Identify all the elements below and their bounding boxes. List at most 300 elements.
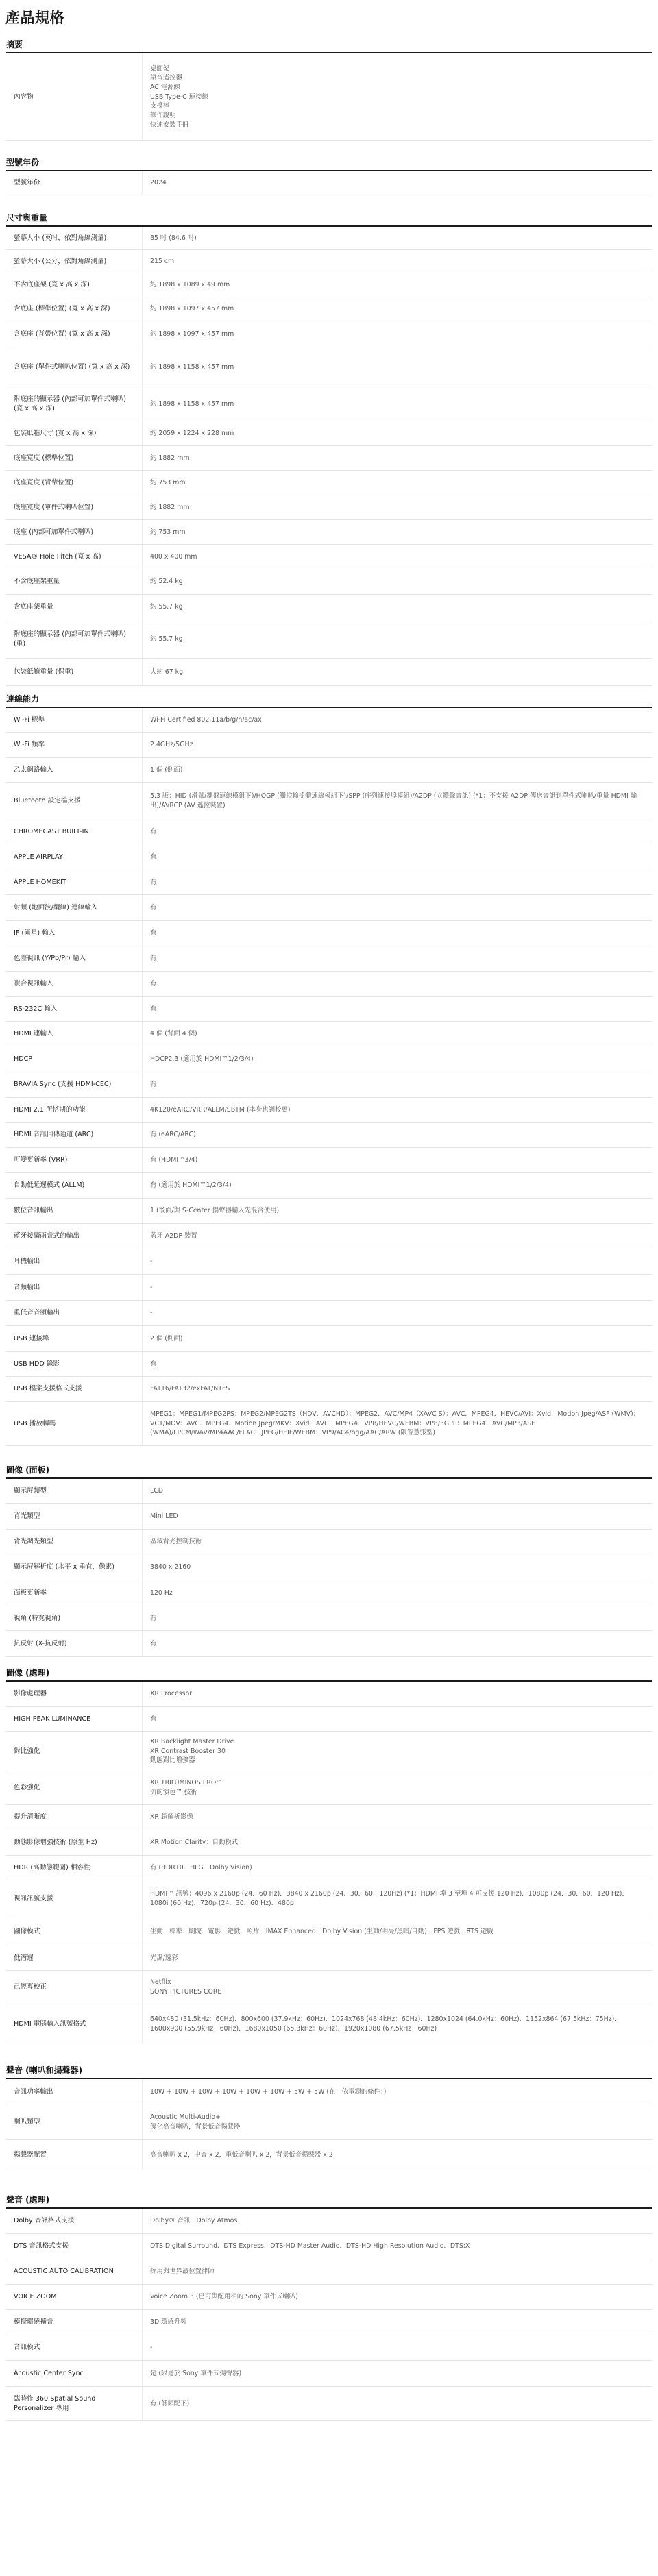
spec-row (6, 595, 652, 620)
spec-label: 對比強化 (14, 1747, 40, 1755)
spec-label: CHROMECAST BUILT-IN (14, 828, 89, 836)
spec-value-line: 操作說明 (150, 111, 176, 119)
spec-value (142, 2259, 652, 2284)
spec-row (6, 1275, 652, 1301)
spec-row (6, 844, 652, 870)
spec-value-line: 2024 (150, 179, 167, 187)
spec-row (6, 1732, 652, 1771)
spec-row (6, 1022, 652, 1046)
spec-row (6, 520, 652, 545)
spec-value (142, 2234, 652, 2259)
spec-row (6, 1771, 652, 1805)
spec-label: 含底座 (背帶位置) (寬 x 高 x 深) (14, 330, 110, 338)
spec-row (6, 1046, 652, 1072)
spec-value (142, 1631, 652, 1656)
spec-label: 顯示屏解析度 (水平 x 垂直，像素) (14, 1562, 115, 1571)
spec-row (6, 1402, 652, 1446)
spec-label: 不含底座架重量 (14, 578, 60, 586)
spec-value-line: AC 電源線 (150, 84, 180, 92)
spec-label: 色彩強化 (14, 1784, 40, 1792)
spec-row (6, 297, 652, 321)
spec-label: HDMI 連輸入 (14, 1029, 53, 1038)
spec-row (6, 1377, 652, 1402)
spec-label: 圖像模式 (14, 1927, 40, 1935)
spec-label: 螢幕大小 (英吋，依對角線測量) (14, 234, 107, 242)
spec-row (6, 895, 652, 921)
spec-row (6, 1224, 652, 1249)
spec-section (0, 693, 658, 1446)
spec-value (142, 1917, 652, 1946)
spec-value-line: 4 個 (背面 4 個) (150, 1029, 197, 1038)
spec-value-line: XR Backlight Master Drive (150, 1738, 234, 1746)
spec-label: 底座寬度 (標準位置) (14, 454, 74, 462)
spec-value (142, 2335, 652, 2360)
spec-row (6, 387, 652, 421)
spec-value (142, 1402, 652, 1445)
spec-label: 低潛遲 (14, 1954, 34, 1962)
spec-value-line: XR Motion Clarity：自動模式 (150, 1839, 239, 1847)
spec-value-line: 桌面架 (150, 64, 170, 73)
spec-label: Acoustic Center Sync (14, 2369, 84, 2377)
spec-value (142, 870, 652, 894)
spec-label: 面板更新率 (14, 1588, 47, 1597)
spec-value (142, 387, 652, 421)
spec-value-line: 640x480 (31.5kHz：60Hz)．800x600 (37.9kHz：60Hz)．1024x768 (48.4kHz：60Hz)．1280x1024 (64.0kHz：60Hz)．1152x864 (67.5kHz：75Hz)．1600x900 (55.9kHz：60Hz)．1680x1050 (65.3kHz：60Hz)．1920x1080 (67.5kHz：60Hz) (150, 2015, 621, 2033)
spec-row (6, 227, 652, 250)
spec-value (142, 1606, 652, 1630)
spec-label: Wi-Fi 標準 (14, 715, 45, 724)
spec-row (6, 1123, 652, 1148)
spec-row (6, 1173, 652, 1199)
spec-value (142, 2209, 652, 2233)
spec-value (142, 1326, 652, 1351)
spec-label: 包裝紙箱重量 (保重) (14, 667, 74, 676)
spec-value (142, 2361, 652, 2386)
spec-label: 色差視訊 (Y/Pb/Pr) 輸入 (14, 955, 86, 963)
spec-label: 不含底座架 (寬 x 高 x 深) (14, 281, 90, 289)
spec-value-line: - (150, 2344, 153, 2352)
spec-value (142, 1098, 652, 1122)
spec-label: 射頻 (地面波/纜線) 連線輸入 (14, 903, 98, 911)
spec-row (6, 2310, 652, 2335)
spec-value-line: 有 (低頻配下) (150, 2399, 190, 2407)
spec-value-line: Voice Zoom 3 (已可與配用相的 Sony 單件式喇叭) (150, 2293, 298, 2301)
spec-row (6, 53, 652, 141)
spec-value (142, 1530, 652, 1554)
spec-value (142, 171, 652, 195)
spec-row (6, 1580, 652, 1606)
spec-row (6, 2234, 652, 2259)
spec-value (142, 2387, 652, 2420)
spec-value-line: 2.4GHz/5GHz (150, 741, 193, 749)
spec-value (142, 227, 652, 249)
section-title: 型號年份 (6, 158, 40, 167)
spec-value (142, 1173, 652, 1198)
spec-value (142, 2310, 652, 2335)
spec-value (142, 1148, 652, 1172)
spec-value-line: HDCP2.3 (適用於 HDMI™1/2/3/4) (150, 1055, 254, 1063)
spec-value-line: 120 Hz (150, 1588, 173, 1597)
spec-label: 螢幕大小 (公分，依對角線測量) (14, 257, 107, 265)
spec-section (0, 156, 658, 195)
spec-row (6, 1098, 652, 1123)
section-title: 聲音 (喇叭和揚聲器) (6, 2065, 83, 2075)
spec-value-line: 採用與世界最位置律師 (150, 2268, 215, 2276)
spec-label: ACOUSTIC AUTO CALIBRATION (14, 2268, 114, 2276)
spec-value (142, 495, 652, 519)
spec-label: 耳機輸出 (14, 1258, 40, 1266)
spec-value (142, 2004, 652, 2044)
spec-label: 背光調光類型 (14, 1537, 53, 1545)
spec-label: Wi-Fi 頻率 (14, 741, 45, 749)
section-title: 圖像 (處理) (6, 1668, 50, 1678)
spec-value (142, 2105, 652, 2139)
spec-value-line: 光潔/透彩 (150, 1954, 178, 1962)
spec-row (6, 783, 652, 820)
spec-value (142, 1352, 652, 1376)
spec-value-line: 85 吋 (84.6 吋) (150, 234, 197, 242)
spec-value (142, 1946, 652, 1970)
spec-value-line: 支撐棒 (150, 102, 170, 110)
spec-label: 背光類型 (14, 1512, 40, 1520)
spec-value-line: 有 (150, 878, 157, 886)
spec-value-line: 有 (150, 1360, 157, 1368)
spec-row (6, 1301, 652, 1326)
spec-value-line: 約 2059 x 1224 x 228 mm (150, 429, 234, 437)
spec-row (6, 708, 652, 733)
spec-row (6, 1199, 652, 1224)
spec-value-line: 有 (150, 903, 157, 911)
spec-value-line: USB Type-C 連接線 (150, 93, 208, 101)
spec-value-line: 約 1882 mm (150, 503, 190, 511)
spec-label: 藍牙接續兩音式的輸出 (14, 1232, 80, 1240)
spec-value-line: 約 1898 x 1158 x 457 mm (150, 400, 234, 408)
spec-label: 喇叭類型 (14, 2118, 40, 2126)
spec-value-line: 是 (限適於 Sony 單件式揚聲器) (150, 2369, 242, 2377)
spec-label: 抗反射 (X-抗反射) (14, 1639, 67, 1647)
spec-row (6, 2361, 652, 2387)
spec-value (142, 844, 652, 870)
spec-value (142, 545, 652, 569)
spec-value-line: 約 753 mm (150, 528, 186, 536)
spec-value (142, 1805, 652, 1830)
spec-value (142, 595, 652, 620)
spec-row (6, 1479, 652, 1504)
spec-sections (0, 38, 658, 2421)
spec-row (6, 2209, 652, 2234)
spec-value-line: 有 (150, 955, 157, 963)
spec-row (6, 972, 652, 997)
spec-row (6, 921, 652, 946)
spec-value (142, 1580, 652, 1606)
spec-section (0, 212, 658, 686)
spec-value-line: XR TRILUMINOS PRO™ (150, 1779, 223, 1787)
spec-value (142, 297, 652, 321)
spec-value-line: 有 (eARC/ARC) (150, 1131, 196, 1139)
spec-row (6, 733, 652, 758)
spec-value-line: Dolby® 音訊．Dolby Atmos (150, 2217, 238, 2225)
spec-row (6, 1707, 652, 1732)
spec-row (6, 1946, 652, 1971)
spec-label: BRAVIA Sync (支援 HDMI-CEC) (14, 1081, 112, 1089)
spec-row (6, 2105, 652, 2140)
spec-value (142, 972, 652, 996)
spec-value-line: Acoustic Multi-Audio+ (150, 2113, 221, 2122)
spec-label: DTS 音訊格式支援 (14, 2242, 69, 2250)
spec-value (142, 1301, 652, 1325)
spec-label: 音訊模式 (14, 2344, 40, 2352)
spec-label: 乙太網路輸入 (14, 765, 53, 774)
spec-value (142, 1123, 652, 1147)
spec-value (142, 1504, 652, 1529)
spec-value-line: 約 52.4 kg (150, 578, 183, 586)
section-title: 連線能力 (6, 694, 40, 704)
spec-value (142, 1275, 652, 1300)
spec-value (142, 921, 652, 946)
spec-value-line: 3840 x 2160 (150, 1562, 191, 1571)
spec-row (6, 1148, 652, 1173)
spec-value (142, 1707, 652, 1731)
spec-value-line: 快速安裝手冊 (150, 121, 189, 129)
page-title: 產品規格 (5, 10, 64, 26)
spec-label: Dolby 音訊格式支援 (14, 2217, 75, 2225)
spec-section (0, 2064, 658, 2170)
spec-row (6, 171, 652, 195)
spec-value-line: Wi-Fi Certified 802.11a/b/g/n/ac/ax (150, 715, 262, 724)
spec-label: 揚聲器配置 (14, 2150, 47, 2159)
spec-label: 型號年份 (14, 179, 40, 187)
spec-value (142, 1022, 652, 1046)
spec-label: 已經專校正 (14, 1983, 47, 1991)
spec-value (142, 997, 652, 1021)
spec-label: 附底座的顯示器 (內部可加單件式喇叭) (寬 x 高 x 深) (14, 395, 127, 413)
spec-value (142, 820, 652, 844)
spec-value-line: 流的演色™ 技術 (150, 1789, 197, 1796)
spec-value-line: 5.3 版：HID (滑鼠/鍵盤連線模組下)/HOGP (觸控輸搖體連線模組下)/SPP (序列連接埠模組)/A2DP (立體聲音訊) (*1：不支援 A2DP 傳送音訊到單件式喇叭/重量 HDMI 輸出)/AVRCP (AV 遙控裝置) (150, 792, 637, 809)
spec-row (6, 1554, 652, 1580)
spec-value (142, 250, 652, 273)
spec-row (6, 1249, 652, 1275)
spec-label: 包裝紙箱尺寸 (寬 x 高 x 深) (14, 429, 97, 437)
spec-row (6, 446, 652, 471)
section-title: 圖像 (面板) (6, 1465, 50, 1475)
spec-value (142, 421, 652, 445)
spec-value (142, 895, 652, 920)
spec-value (142, 1199, 652, 1223)
spec-value (142, 1072, 652, 1097)
spec-value-line: LCD (150, 1486, 163, 1495)
spec-value-line: Mini LED (150, 1512, 178, 1520)
spec-value-line: - (150, 1258, 153, 1266)
spec-row (6, 545, 652, 569)
spec-value (142, 446, 652, 470)
spec-row (6, 870, 652, 895)
spec-value (142, 273, 652, 297)
spec-row (6, 1606, 652, 1631)
spec-row (6, 946, 652, 972)
spec-value (142, 569, 652, 594)
spec-row (6, 1504, 652, 1530)
spec-label: 模擬環繞擴音 (14, 2318, 53, 2327)
spec-label: 顯示屏類型 (14, 1486, 47, 1495)
spec-row (6, 1805, 652, 1830)
spec-value (142, 471, 652, 495)
spec-label: 視訊訊號支援 (14, 1894, 53, 1902)
spec-label: HDMI 2.1 所搭期的功能 (14, 1105, 86, 1114)
spec-label: HIGH PEAK LUMINANCE (14, 1715, 91, 1723)
spec-value (142, 520, 652, 544)
spec-label: 內容物 (14, 93, 34, 101)
spec-label: 臨時作 360 Spatial Sound Personalizer 專用 (14, 2395, 96, 2412)
spec-row (6, 250, 652, 273)
spec-value (142, 733, 652, 757)
spec-value (142, 1249, 652, 1274)
spec-label: 數位音訊輸出 (14, 1207, 53, 1215)
spec-value-line: FAT16/FAT32/exFAT/NTFS (150, 1385, 230, 1393)
section-title: 摘要 (6, 40, 23, 49)
spec-value-line: 約 1898 x 1158 x 457 mm (150, 363, 234, 371)
spec-label: 底座 (內部可加單件式喇叭) (14, 528, 94, 536)
spec-label: 影像處理器 (14, 1690, 47, 1698)
spec-row (6, 2387, 652, 2421)
spec-label: 視角 (特寬視角) (14, 1614, 61, 1622)
spec-label: VESA® Hole Pitch (寬 x 高) (14, 552, 101, 561)
spec-value-line: 語音遙控器 (150, 74, 182, 82)
spec-label: 複合視訊輸入 (14, 980, 53, 988)
spec-value-line: 約 1898 x 1089 x 49 mm (150, 281, 230, 289)
spec-value-line: XR Contrast Booster 30 (150, 1747, 226, 1755)
spec-row (6, 347, 652, 387)
spec-row (6, 1326, 652, 1352)
spec-value-line: 動態對比增強器 (150, 1756, 195, 1765)
spec-value-line: 1 (後面/與 S-Center 揚聲器輸入先混合使用) (150, 1207, 280, 1215)
spec-value-line: 有 (適用於 HDMI™1/2/3/4) (150, 1181, 232, 1189)
spec-value-line: - (150, 1283, 153, 1291)
spec-section (0, 2194, 658, 2421)
spec-value (142, 1224, 652, 1249)
spec-label: USB HDD 錄影 (14, 1360, 60, 1368)
spec-row (6, 2004, 652, 2044)
spec-row (6, 1856, 652, 1880)
spec-value-line: Netflix (150, 1978, 171, 1987)
spec-value (142, 659, 652, 685)
spec-label: RS-232C 輸入 (14, 1005, 58, 1013)
spec-row (6, 1530, 652, 1554)
spec-value-line: 高音喇叭 x 2，中音 x 2，重低音喇叭 x 2，背景低音揚聲器 x 2 (150, 2150, 333, 2159)
spec-row (6, 1682, 652, 1707)
spec-value-line: 生動．標準．劇院．電影．遊戲．照片．IMAX Enhanced．Dolby Vision (生動/明亮/黑暗/自動)．FPS 遊戲．RTS 遊戲 (150, 1927, 494, 1935)
spec-label: HDMI 電腦輸入訊號格式 (14, 2020, 86, 2028)
spec-value (142, 1732, 652, 1771)
spec-value (142, 1856, 652, 1880)
spec-value-line: 有 (150, 852, 157, 861)
spec-value-line: 約 55.7 kg (150, 635, 183, 643)
spec-value-line: 有 (150, 929, 157, 937)
spec-value-line: 10W + 10W + 10W + 10W + 10W + 10W + 5W + 5W (在：依電源的條件：) (150, 2087, 387, 2096)
spec-label: APPLE AIRPLAY (14, 852, 63, 861)
spec-value-line: 3D 環繞升頻 (150, 2318, 187, 2327)
spec-label: HDMI 音訊回傳通道 (ARC) (14, 1131, 94, 1139)
section-title: 尺寸與重量 (6, 213, 48, 223)
spec-row (6, 2079, 652, 2105)
spec-label: 底座寬度 (單件式喇叭位置) (14, 503, 94, 511)
spec-value-line: 有 (150, 1639, 157, 1647)
section-title: 聲音 (處理) (6, 2195, 50, 2205)
spec-value (142, 1971, 652, 2004)
spec-label: VOICE ZOOM (14, 2293, 57, 2301)
spec-label: HDCP (14, 1055, 33, 1063)
spec-label: 含底座 (單件式喇叭位置) (寬 x 高 x 深) (14, 363, 130, 371)
spec-value (142, 758, 652, 782)
spec-value-line: 優化高音喇叭，背景低音揚聲器 (150, 2123, 241, 2131)
spec-row (6, 495, 652, 520)
spec-value-line: 4K120/eARC/VRR/ALLM/SBTM (本身也調校更) (150, 1105, 291, 1114)
spec-value-line: 約 1898 x 1097 x 457 mm (150, 330, 234, 338)
spec-row (6, 273, 652, 297)
spec-value-line: 400 x 400 mm (150, 552, 197, 561)
spec-value (142, 321, 652, 347)
spec-value-line: 2 個 (側面) (150, 1334, 183, 1342)
spec-label: 音訊功率輸出 (14, 2087, 53, 2096)
spec-value-line: XR Processor (150, 1690, 193, 1698)
spec-row (6, 659, 652, 686)
spec-value-line: 約 55.7 kg (150, 603, 183, 611)
spec-value-line: 約 1882 mm (150, 454, 190, 462)
spec-value (142, 347, 652, 387)
spec-row (6, 1830, 652, 1856)
spec-row (6, 321, 652, 347)
spec-label: IF (衛星) 輸入 (14, 929, 56, 937)
spec-value (142, 1682, 652, 1706)
spec-row (6, 758, 652, 783)
spec-row (6, 1352, 652, 1377)
spec-label: 附底座的顯示器 (內部可加單件式喇叭) (重) (14, 630, 127, 648)
spec-label: 音頻輸出 (14, 1283, 40, 1291)
spec-label: Bluetooth 設定檔支援 (14, 797, 81, 805)
spec-label: 自動低延遲模式 (ALLM) (14, 1181, 85, 1189)
spec-value (142, 708, 652, 732)
spec-value-line: 有 (150, 1081, 157, 1089)
spec-value-line: 有 (150, 1715, 157, 1723)
spec-value (142, 2285, 652, 2309)
spec-row (6, 421, 652, 446)
spec-row (6, 1072, 652, 1098)
spec-label: 重低音音頻輸出 (14, 1309, 60, 1317)
spec-row (6, 1917, 652, 1946)
spec-label: HDR (高動態範圍) 相容性 (14, 1863, 90, 1872)
spec-value (142, 2140, 652, 2170)
spec-row (6, 1880, 652, 1917)
spec-section (0, 1667, 658, 2044)
spec-value (142, 53, 652, 140)
spec-row (6, 820, 652, 844)
spec-value-line: 1 個 (側面) (150, 765, 183, 774)
spec-value (142, 1880, 652, 1917)
spec-value-line: 有 (HDR10．HLG．Dolby Vision) (150, 1863, 252, 1872)
spec-label: 可變更新率 (VRR) (14, 1155, 68, 1164)
spec-value (142, 2079, 652, 2105)
spec-value (142, 1377, 652, 1401)
spec-value-line: DTS Digital Surround．DTS Express．DTS-HD Master Audio．DTS-HD High Resolution Audio．DTS:X (150, 2242, 470, 2250)
spec-row (6, 2335, 652, 2361)
spec-value (142, 1554, 652, 1580)
spec-value-line: 約 1898 x 1097 x 457 mm (150, 305, 234, 313)
spec-value (142, 1771, 652, 1804)
spec-section (0, 1464, 658, 1657)
spec-row (6, 620, 652, 659)
spec-value (142, 620, 652, 658)
spec-label: APPLE HOMEKIT (14, 878, 66, 886)
